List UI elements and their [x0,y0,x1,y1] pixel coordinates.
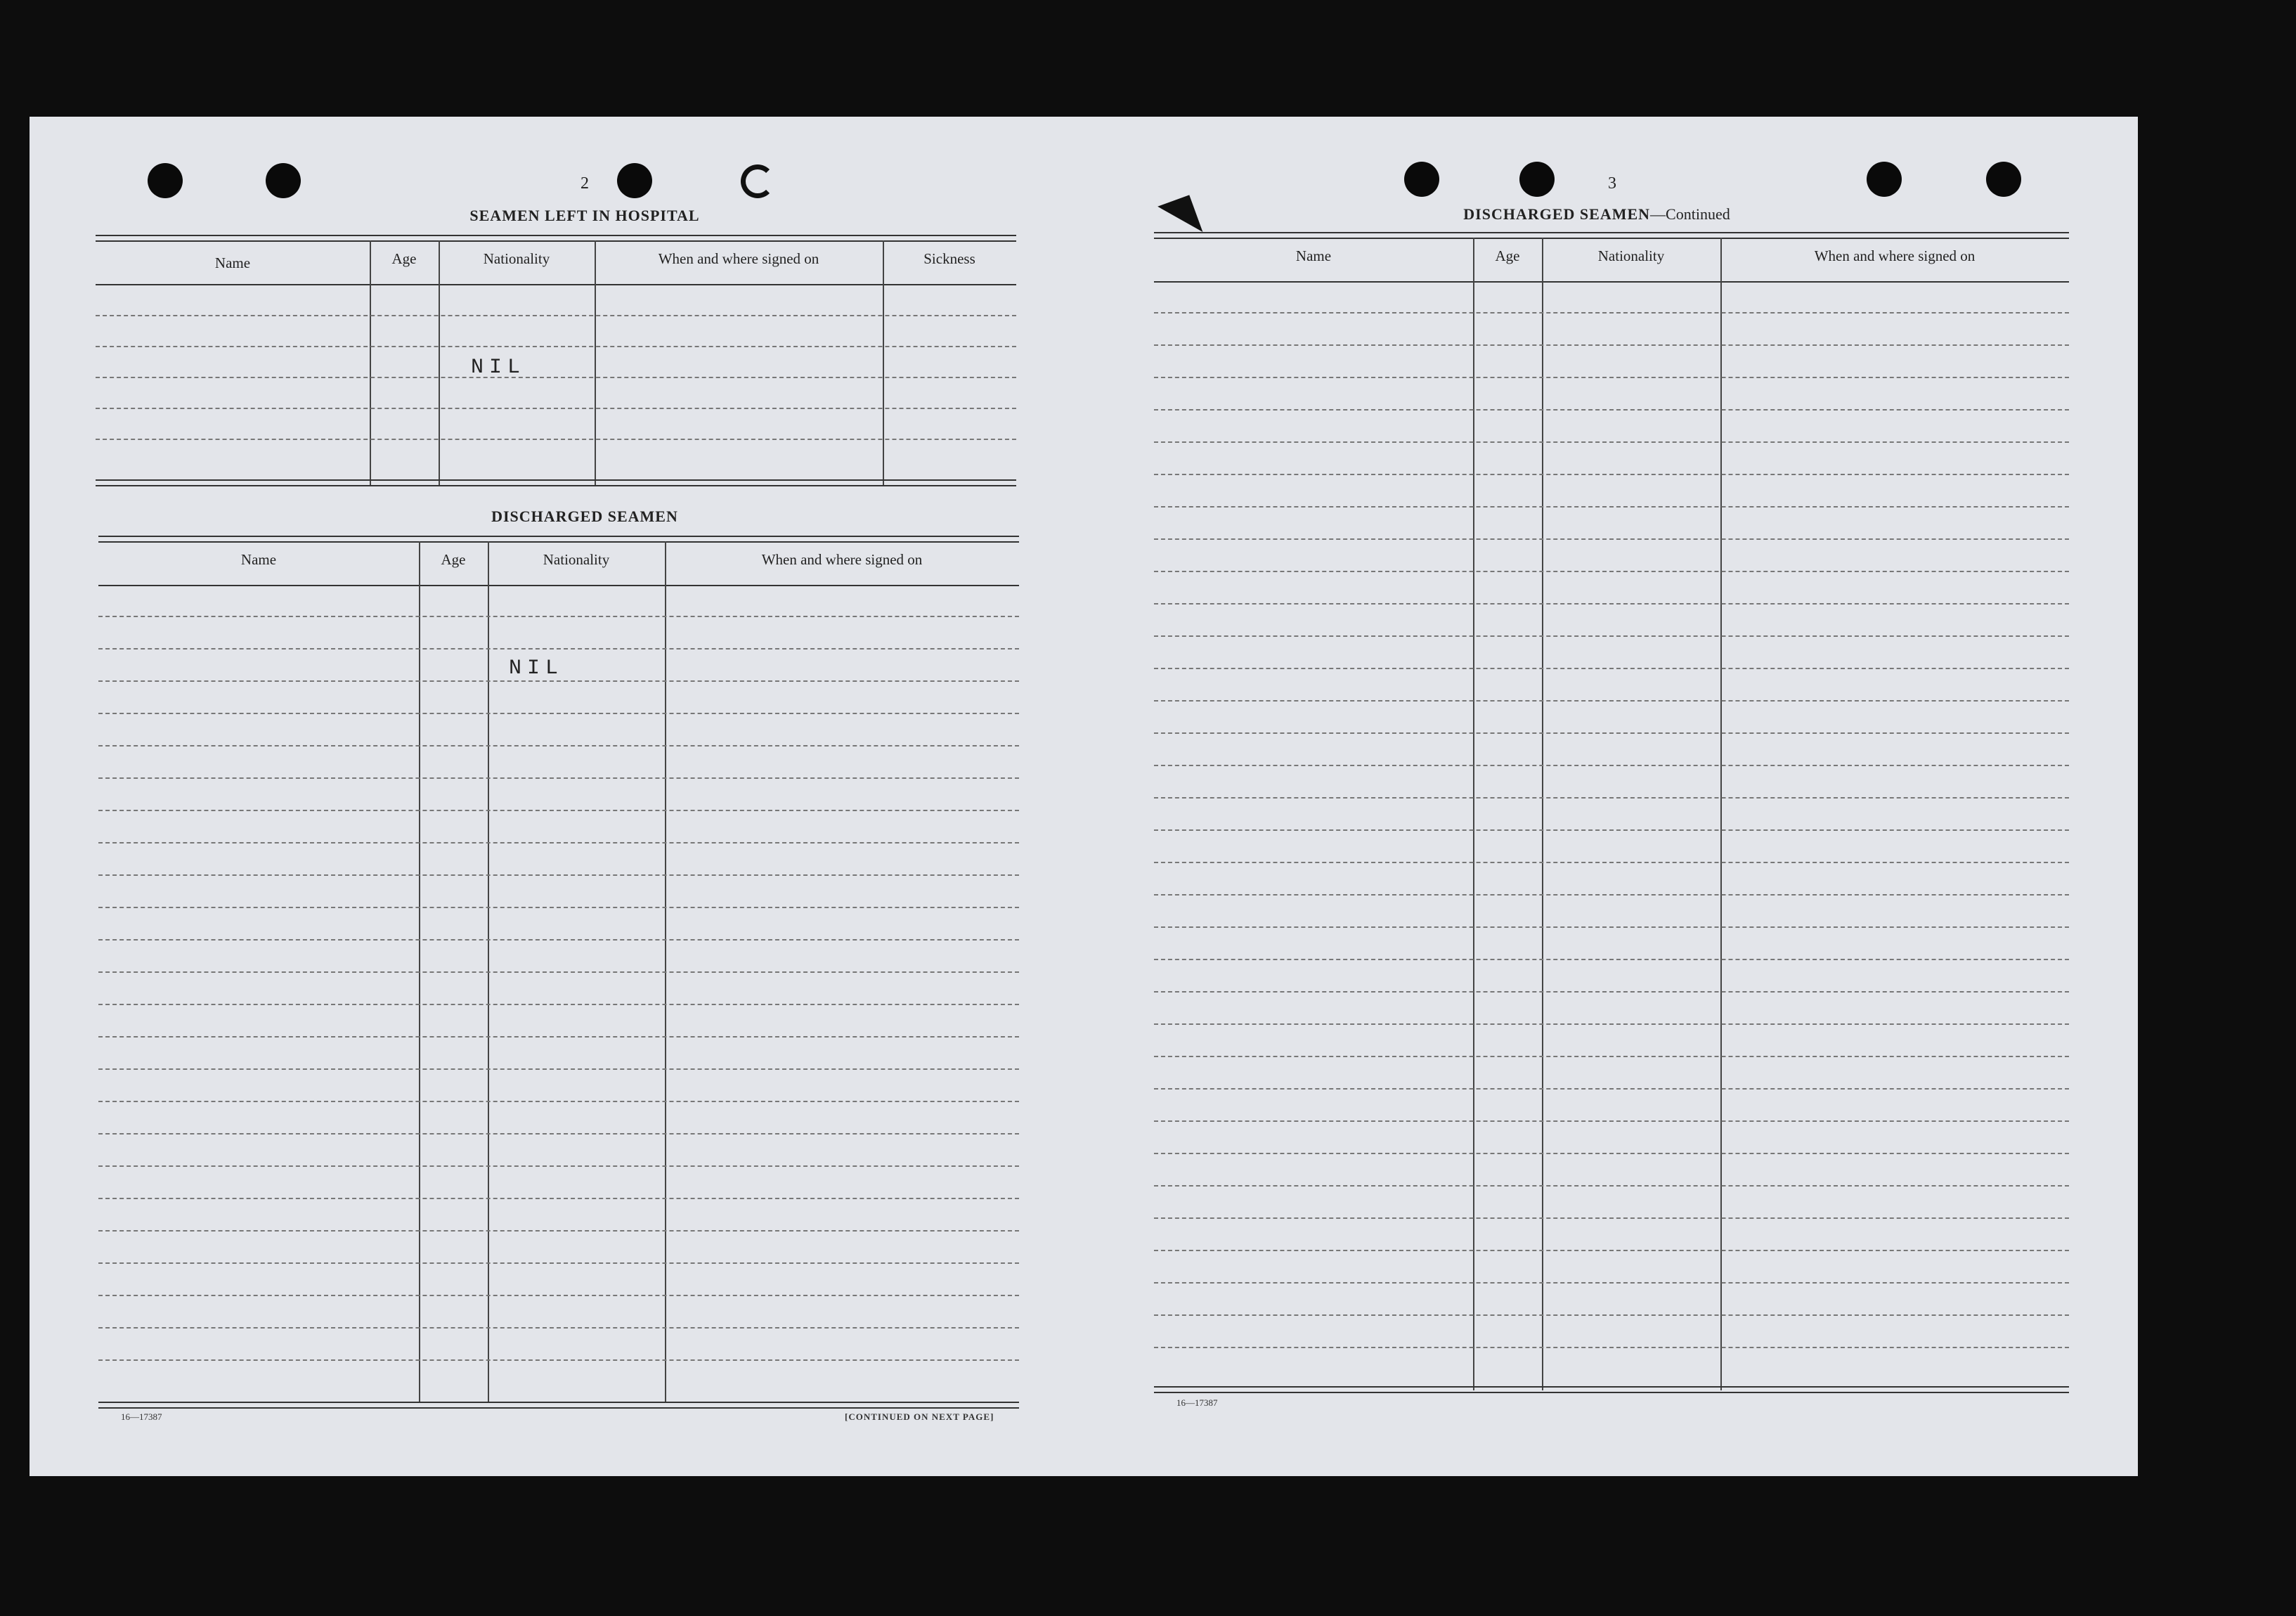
row-rule [98,971,1019,973]
header-border [96,284,1016,285]
column-header-name: Name [214,254,251,271]
punch-hole [741,164,774,198]
title-suffix: —Continued [1650,205,1730,223]
row-rule [98,713,1019,714]
table-top-border [1154,232,2069,239]
column-header-nationality: Nationality [1597,247,1665,264]
row-rule [98,1198,1019,1199]
row-rule [1154,894,2069,896]
row-rule [98,810,1019,811]
row-rule [1154,1023,2069,1025]
row-rule [1154,441,2069,443]
punch-hole [1986,162,2021,197]
column-header-nationality: Nationality [543,551,610,568]
header-border [98,585,1019,586]
row-rule [98,842,1019,843]
page-number: 2 [581,174,589,193]
column-header-sickness: Sickness [923,250,975,267]
row-rule [1154,1185,2069,1187]
nil-entry: NIL [509,657,564,680]
row-rule [1154,571,2069,572]
row-rule [1154,344,2069,346]
column-header-age: Age [1495,247,1520,264]
punch-hole [266,163,301,198]
row-rule [98,1327,1019,1329]
punch-hole [1867,162,1902,197]
row-rule [98,648,1019,649]
row-rule [1154,926,2069,928]
row-rule [1154,797,2069,799]
row-rule [1154,668,2069,669]
form-number: 16—17387 [1176,1397,1218,1408]
row-rule [98,939,1019,940]
row-rule [1154,1120,2069,1122]
column-divider [883,240,884,486]
header-border [1154,281,2069,283]
row-rule [1154,1282,2069,1284]
row-rule [96,439,1016,440]
row-rule [98,1036,1019,1038]
punch-hole [1519,162,1555,197]
section-title-hospital: SEAMEN LEFT IN HOSPITAL [469,207,700,224]
continued-note: [CONTINUED ON NEXT PAGE] [845,1411,994,1422]
column-header-age: Age [441,551,466,568]
punch-hole [1404,162,1439,197]
table-bottom-border [1154,1386,2069,1393]
hospital-table [96,235,1016,486]
row-rule [1154,959,2069,960]
row-rule [1154,765,2069,766]
row-rule [98,1004,1019,1005]
row-rule [98,1068,1019,1070]
table-top-border [98,536,1019,543]
column-divider [595,240,596,486]
row-rule [1154,1153,2069,1154]
row-rule [1154,538,2069,540]
row-rule [98,745,1019,746]
page-number: 3 [1608,174,1616,193]
column-header-name: Name [240,551,277,568]
row-rule [1154,1217,2069,1219]
row-rule [1154,409,2069,411]
row-rule [1154,1314,2069,1316]
section-title-discharged: DISCHARGED SEAMEN [491,508,678,525]
row-rule [98,1165,1019,1167]
row-rule [1154,506,2069,508]
row-rule [98,1295,1019,1296]
column-header-signed-on: When and where signed on [1814,247,1976,264]
section-title-discharged-continued [1316,205,1878,224]
row-rule [98,1133,1019,1135]
column-divider [370,240,371,486]
row-rule [98,680,1019,682]
row-rule [1154,474,2069,475]
row-rule [98,777,1019,779]
row-rule [98,1101,1019,1102]
row-rule [1154,862,2069,863]
row-rule [1154,1056,2069,1057]
column-header-signed-on: When and where signed on [658,250,819,267]
column-divider [439,240,440,486]
row-rule [1154,829,2069,831]
row-rule [1154,991,2069,993]
row-rule [98,1230,1019,1232]
row-rule [1154,700,2069,702]
document-sheet [30,117,2138,1476]
row-rule [1154,603,2069,605]
discharged-continued-table [1154,232,2069,1511]
row-rule [96,315,1016,316]
row-rule [96,408,1016,409]
title-text: DISCHARGED SEAMEN [1463,205,1651,223]
row-rule [98,1359,1019,1361]
column-header-age: Age [391,250,417,267]
table-bottom-border [96,479,1016,486]
row-rule [96,346,1016,347]
form-number: 16—17387 [121,1411,162,1422]
row-rule [98,1262,1019,1264]
punch-hole [148,163,183,198]
row-rule [1154,1250,2069,1251]
row-rule [1154,1088,2069,1090]
table-top-border [96,235,1016,242]
row-rule [98,907,1019,908]
row-rule [1154,732,2069,734]
nil-entry: NIL [471,356,526,380]
row-rule [98,874,1019,876]
row-rule [1154,635,2069,637]
row-rule [96,377,1016,378]
column-header-name: Name [1295,247,1332,264]
row-rule [1154,312,2069,313]
column-header-signed-on: When and where signed on [761,551,923,568]
column-header-nationality: Nationality [483,250,550,267]
row-rule [1154,377,2069,378]
row-rule [98,616,1019,617]
table-bottom-border [98,1402,1019,1409]
row-rule [1154,1347,2069,1348]
